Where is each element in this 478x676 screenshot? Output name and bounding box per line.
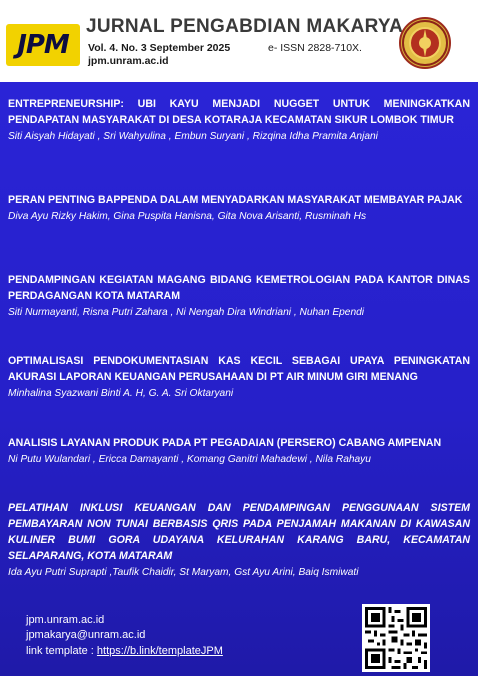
link-label: link template : (26, 645, 97, 657)
article-item (8, 96, 470, 144)
article-item (8, 353, 470, 401)
article-authors: Siti Aisyah Hidayati , Sri Wahyulina , Embun Suryani , Rizqina Idha Pramita Anjani (8, 131, 378, 142)
journal-title: JURNAL PENGABDIAN MAKARYA (86, 16, 404, 37)
qr-code-icon (362, 604, 430, 672)
article-item (8, 192, 470, 224)
logo-text: JPM (17, 30, 69, 60)
footer-website[interactable]: jpm.unram.ac.id (26, 614, 105, 626)
articles-panel (0, 82, 478, 676)
article-title[interactable]: PELATIHAN INKLUSI KEUANGAN DAN PENDAMPINGAN PENGGUNAAN SISTEM PEMBAYARAN NON TUNAI BERBASIS QRIS PADA PENJAMAH MAKANAN DI KAWASAN KULINER BUMI GORA UDAYANA KELURAHAN KARANG BARU, KECAMATAN SELAPARANG, KOTA MATARAM (8, 502, 470, 562)
university-seal-icon (399, 17, 451, 69)
journal-website[interactable]: jpm.unram.ac.id (88, 55, 169, 67)
footer-email[interactable]: jpmakarya@unram.ac.id (26, 629, 146, 641)
article-authors: Siti Nurmayanti, Risna Putri Zahara , Ni Nengah Dira Windriani , Nuhan Ependi (8, 307, 365, 318)
article-authors: Ida Ayu Putri Suprapti ,Taufik Chaidir, St Maryam, Gst Ayu Arini, Baiq Ismiwati (8, 567, 359, 578)
article-title[interactable]: PENDAMPINGAN KEGIATAN MAGANG BIDANG KEMETROLOGIAN PADA KANTOR DINAS PERDAGANGAN KOTA MATARAM (8, 274, 470, 302)
footer-link-row (26, 645, 223, 657)
article-item (8, 435, 470, 467)
article-item (8, 272, 470, 320)
article-title[interactable]: ENTREPRENEURSHIP: UBI KAYU MENJADI NUGGET UNTUK MENINGKATKAN PENDAPATAN MASYARAKAT DI DESA KOTARAJA KECAMATAN SIKUR LOMBOK TIMUR (8, 98, 470, 126)
cover-header (0, 0, 478, 82)
article-title[interactable]: OPTIMALISASI PENDOKUMENTASIAN KAS KECIL SEBAGAI UPAYA PENINGKATAN AKURASI LAPORAN KEUANGAN PERUSAHAAN DI PT AIR MINUM GIRI MENANG (8, 355, 470, 383)
jpm-logo (6, 24, 80, 66)
article-authors: Ni Putu Wulandari , Ericca Damayanti , Komang Ganitri Mahadewi , Nila Rahayu (8, 454, 371, 465)
article-authors: Minhalina Syazwani Binti A. H, G. A. Sri Oktaryani (8, 388, 234, 399)
issn-info: e- ISSN 2828-710X. (268, 42, 362, 54)
article-authors: Diva Ayu Rizky Hakim, Gina Puspita Hanisna, Gita Nova Arisanti, Rusminah Hs (8, 211, 367, 222)
volume-info: Vol. 4. No. 3 September 2025 (88, 42, 231, 54)
article-title[interactable]: PERAN PENTING BAPPENDA DALAM MENYADARKAN MASYARAKAT MEMBAYAR PAJAK (8, 194, 463, 206)
template-link[interactable]: https://b.link/templateJPM (96, 645, 223, 657)
article-item (8, 500, 470, 580)
article-title[interactable]: ANALISIS LAYANAN PRODUK PADA PT PEGADAIAN (PERSERO) CABANG AMPENAN (8, 437, 442, 449)
